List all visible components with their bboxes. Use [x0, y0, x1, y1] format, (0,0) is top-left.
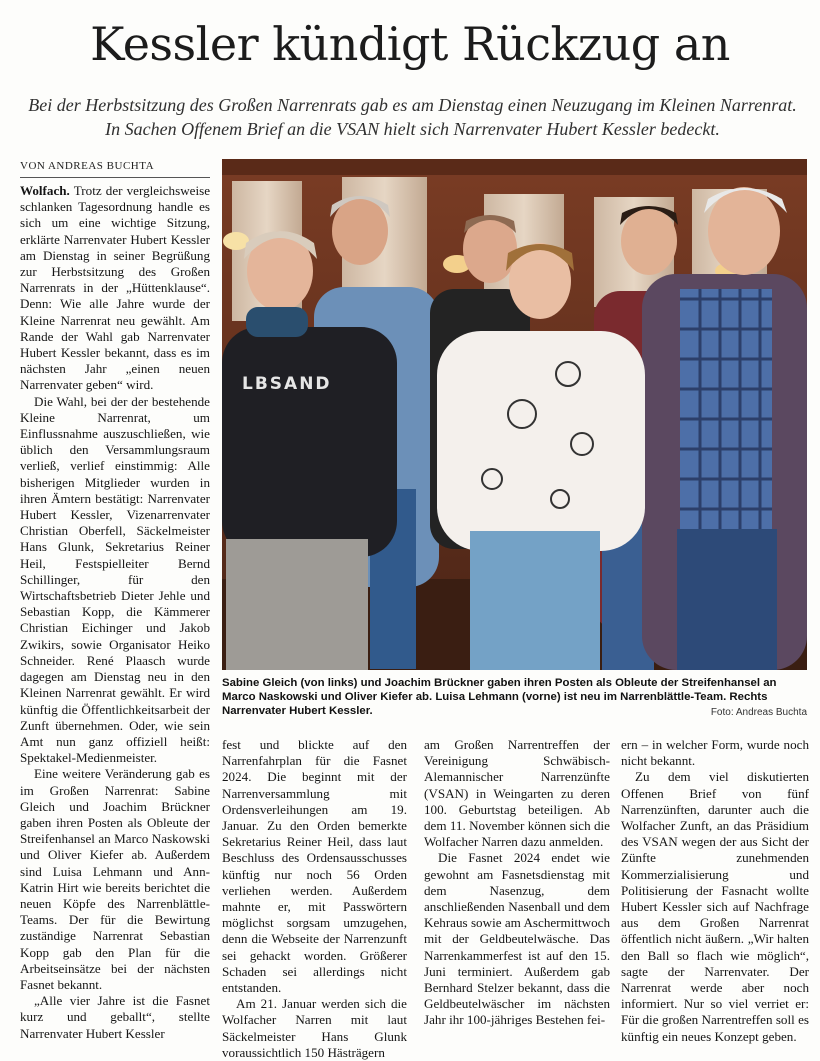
paragraph: am Großen Narrentreffen der Vereinigung Schwäbisch-Alemannischer Narrenzünfte (VSAN) in Weingarten zu deren 100. Geburtstag beteiligen. Ab dem 11. November können sich die Wolfacher Narren dazu anmelden. [424, 737, 610, 850]
paragraph-text: Trotz der vergleichsweise schlanken Tagesordnung handle es sich um eine wichtige Sitzung, erklärte Narrenvater Hubert Kessler am Dienstag in seiner Begrüßung zur Herbstsitzung des Großen Narrenrats in der „Hüttenklause“. Denn: Wie alle Jahre wurde der Kleine Narrenrat neu gewählt. Am Rande der Wahl gab Narrenvater Hubert Kessler bekannt, dass es im nächsten Jahr „einen neuen Narrenvater geben“ wird. [20, 183, 211, 393]
article-column-1 [20, 183, 211, 1041]
dateline: Wolfach. [20, 183, 70, 198]
headline: Kessler kündigt Rückzug an [90, 17, 730, 71]
group-photo [222, 159, 807, 670]
article-column-4 [621, 737, 809, 1044]
paragraph: fest und blickte auf den Narrenfahrplan für die Fasnet 2024. Die beginnt mit der Narrenversammlung mit Ordensverleihungen am 19. Januar. Zu den Orden bemerkte Sekretarius Reiner Heil, dass laut Beschluss des Ordensausschusses künftig nur noch 56 Orden verliehen werden. Außerdem mahnte er, mit Passwörtern möglichst sorgsam umzugehen, denn die Webseite der Narrenzunft sei gehackt worden. Größerer Schaden sei allerdings nicht entstanden. [222, 737, 407, 996]
paragraph: Zu dem viel diskutierten Offenen Brief von fünf Narrenzünften, darunter auch die Wolfacher Zunft, an das Präsidium des VSAN wegen der aus Sicht der Zünfte zunehmenden Kommerzialisierung und Politisierung der Fasnacht wollte Hubert Kessler sich auf Nachfrage aus dem Großen Narrenrat öffentlich nicht äußern. „Wir halten den Ball so flach wie möglich“, sagte der Narrenvater. Der Narrenrat werde aber noch informiert. Nur so viel verriet er: Für die großen Narrentreffen soll es künftig ein neues Konzept geben. [621, 769, 809, 1044]
paragraph: Die Fasnet 2024 endet wie gewohnt am Fasnetsdienstag mit dem Nasenzug, dem anschließenden Nasenball und dem Kehraus sowie am Aschermittwoch mit der Geldbeutelwäsche. Das Narrenkammerfest ist auf den 15. Juni terminiert. Außerdem gab Bernhard Stelzer bekannt, dass die Geldbeutelwäscher im nächsten Jahr ihr 100-jähriges Bestehen fei- [424, 850, 610, 1028]
article-column-3 [424, 737, 610, 1028]
byline: VON ANDREAS BUCHTA [20, 160, 155, 172]
article-column-2 [222, 737, 407, 1060]
shirt-lettering: LBSAND [242, 374, 332, 394]
paragraph: Am 21. Januar werden sich die Wolfacher Narren mit laut Säckelmeister Hans Glunk voraussichtlich 150 Hästrägern [222, 996, 407, 1060]
subheadline: Bei der Herbstsitzung des Großen Narrenrats gab es am Dienstag einen Neuzugang im Kleinen Narrenrat. In Sachen Offenem Brief an die VSAN hielt sich Narrenvater Hubert Kessler bedeckt. [28, 95, 797, 139]
paragraph: „Alle vier Jahre ist die Fasnet kurz und geballt“, stellte Narrenvater Hubert Kessler [20, 993, 210, 1041]
paragraph: Eine weitere Veränderung gab es im Großen Narrenrat: Sabine Gleich und Joachim Brückner gaben ihren Posten als Obleute der Streifenhansel an Marco Naskowski und Oliver Kiefer ab. Außerdem sind Luisa Lehmann und Ann-Katrin Hirt wie bereits berichtet die neuen Köpfe des Narrenblättle-Teams. Der für die Bewirtung zuständige Narrenrat Sebastian Kopp gab den Plan für die Arbeitseinsätze bei der nächsten Fasnet bekannt. [20, 766, 210, 992]
paragraph [20, 183, 210, 394]
photo-caption: Sabine Gleich (von links) und Joachim Brückner gaben ihren Posten als Obleute der Streifenhansel an Marco Naskowski und Oliver Kiefer ab. Luisa Lehmann (vorne) ist neu im Narrenblättle-Team. Rechts Narrenvater Hubert Kessler. [222, 677, 777, 717]
paragraph: ern – in welcher Form, wurde noch nicht bekannt. [621, 737, 809, 769]
photo-credit: Foto: Andreas Buchta [710, 707, 807, 718]
byline-divider [20, 177, 210, 178]
paragraph: Die Wahl, bei der der bestehende Kleine Narrenrat, um Einflussnahme auszuschließen, wie üblich den Versammlungsraum verließ, verlief einstimmig: Alle bisherigen Mitglieder wurden in ihren Ämtern bestätigt: Narrenvater Hubert Kessler, Vizenarrenvater Christian Oberfell, Säckelmeister Hans Glunk, Sekretarius Reiner Heil, Festspielleiter Bernd Schillinger, für den Wirtschaftsbetrieb Dieter Jehle und Sebastian Kopp, die Kämmerer Christian Eichinger und Jakob Zwikirs, sowie Organisator Heiko Schneider. René Plaasch wurde dagegen am Dienstag neu in den Kleinen Narrenrat gewählt. Er wird künftig die Öffentlichkeitsarbeit der Zunft übernehmen. Oder, wie sein Amt nun ganz offiziell heißt: Spektakel-Medienmeister. [20, 393, 210, 766]
